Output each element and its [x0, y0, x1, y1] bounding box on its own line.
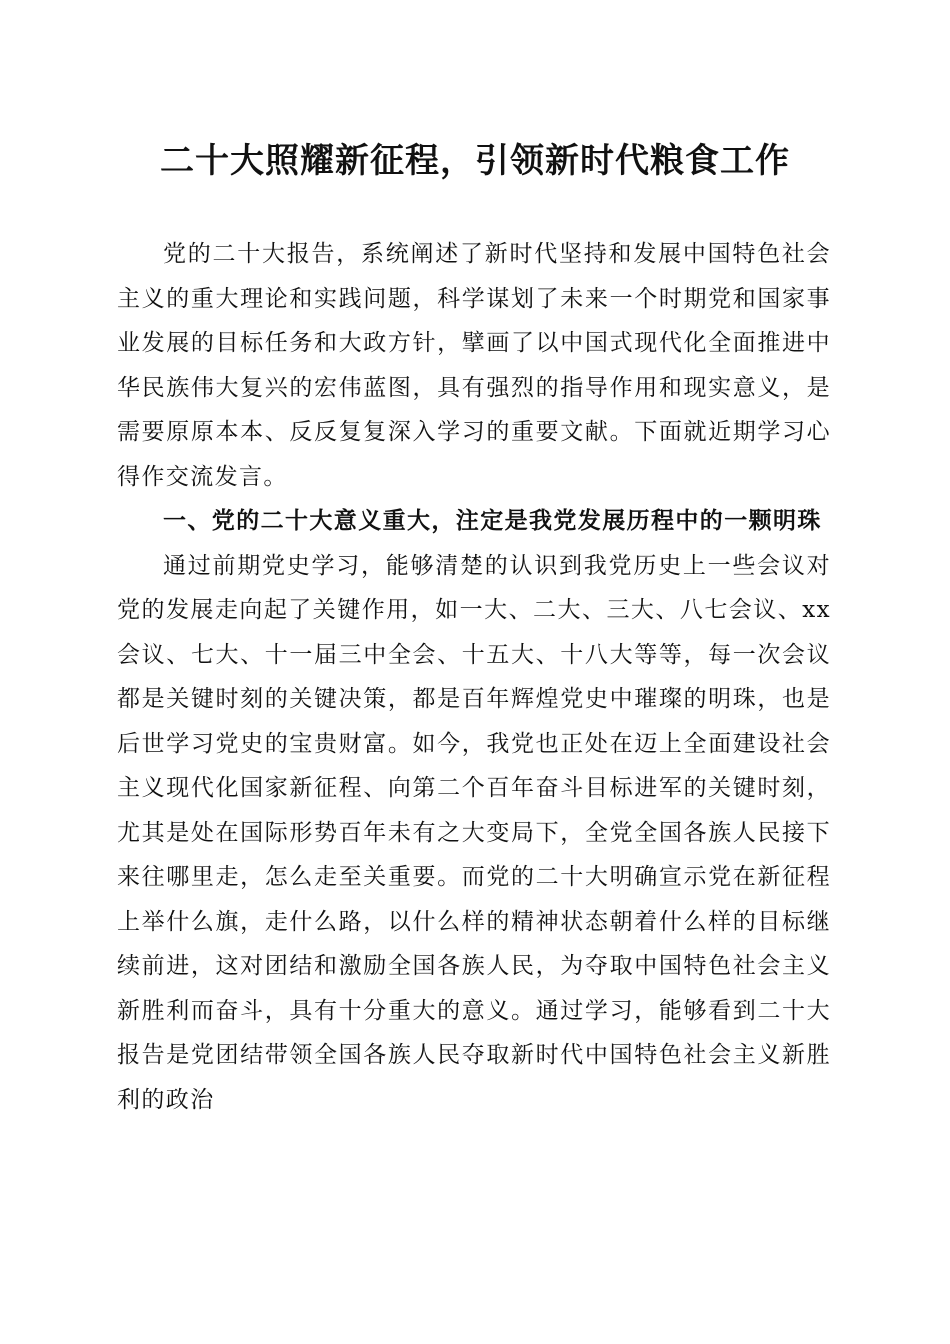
section-heading-1: 一、党的二十大意义重大，注定是我党发展历程中的一颗明珠: [163, 508, 822, 534]
document-body: [117, 232, 831, 1122]
document-title: 二十大照耀新征程，引领新时代粮食工作: [160, 141, 790, 181]
section-1-paragraph: 通过前期党史学习，能够清楚的认识到我党历史上一些会议对党的发展走向起了关键作用，如一大、二大、三大、八七会议、xx会议、七大、十一届三中全会、十五大、十八大等等，每一次会议都是关键时刻的关键决策，都是百年辉煌党史中璀璨的明珠，也是后世学习党史的宝贵财富。如今，我党也正处在迈上全面建设社会主义现代化国家新征程、向第二个百年奋斗目标进军的关键时刻，尤其是处在国际形势百年未有之大变局下，全党全国各族人民接下来往哪里走，怎么走至关重要。而党的二十大明确宣示党在新征程上举什么旗，走什么路，以什么样的精神状态朝着什么样的目标继续前进，这对团结和激励全国各族人民，为夺取中国特色社会主义新胜利而奋斗，具有十分重大的意义。通过学习，能够看到二十大报告是党团结带领全国各族人民夺取新时代中国特色社会主义新胜利的政治: [117, 552, 831, 1113]
intro-paragraph: 党的二十大报告，系统阐述了新时代坚持和发展中国特色社会主义的重大理论和实践问题，科学谋划了未来一个时期党和国家事业发展的目标任务和大政方针，擘画了以中国式现代化全面推进中华民族伟大复兴的宏伟蓝图，具有强烈的指导作用和现实意义，是需要原原本本、反反复复深入学习的重要文献。下面就近期学习心得作交流发言。: [117, 241, 831, 490]
